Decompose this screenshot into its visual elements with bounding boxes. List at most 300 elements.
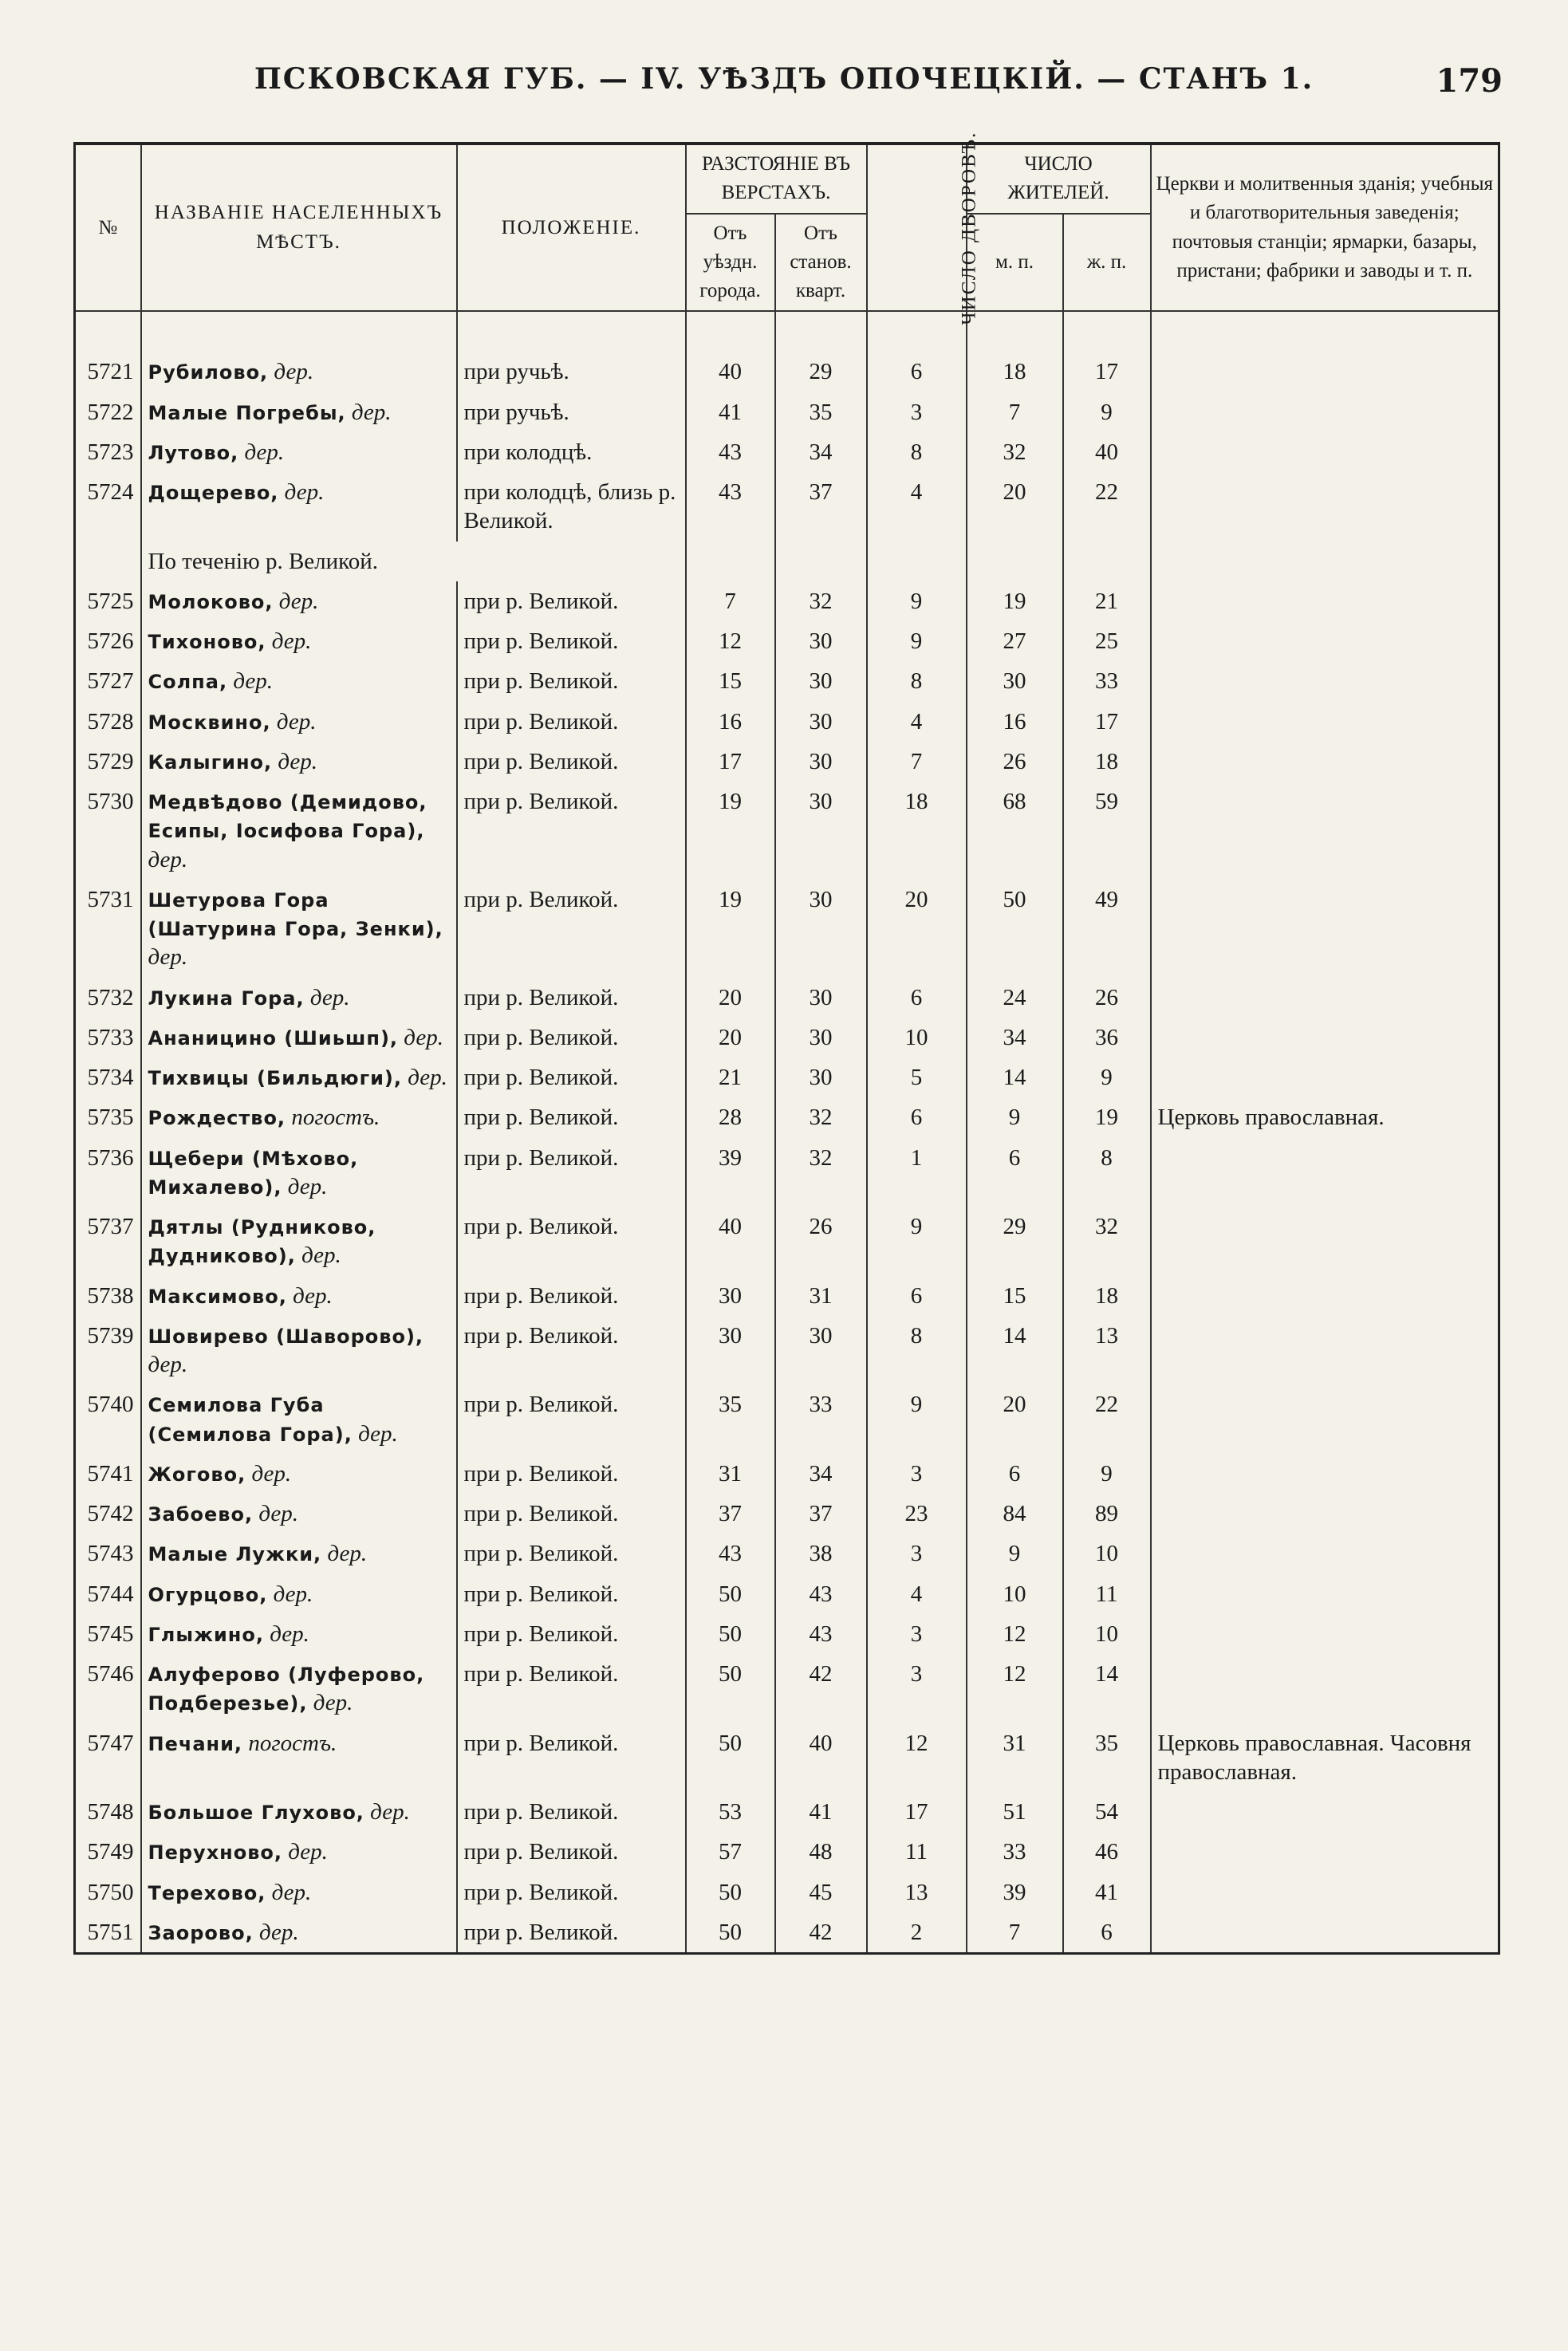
distance-uezd: 40 <box>686 1207 775 1276</box>
female-count: 18 <box>1063 1276 1151 1316</box>
position-cell: при р. Великой. <box>457 978 686 1018</box>
place-type: погостъ. <box>248 1730 337 1756</box>
page-title: ПСКОВСКАЯ ГУБ. — IV. УѢЗДЪ ОПОЧЕЦКІЙ. — СТАНЪ 1. <box>254 62 1314 96</box>
distance-stan: 42 <box>775 1654 867 1723</box>
row-number: 5735 <box>75 1097 141 1137</box>
table-row <box>75 472 1499 541</box>
female-count: 54 <box>1063 1792 1151 1832</box>
row-number: 5748 <box>75 1792 141 1832</box>
row-number: 5726 <box>75 621 141 661</box>
households-count: 3 <box>867 1614 967 1654</box>
households-count: 5 <box>867 1057 967 1097</box>
female-count: 13 <box>1063 1316 1151 1385</box>
table-row <box>75 1316 1499 1385</box>
position-cell: при р. Великой. <box>457 1654 686 1723</box>
place-type: дер. <box>284 479 325 505</box>
place-cell <box>141 1207 457 1276</box>
male-count: 19 <box>967 581 1063 621</box>
distance-stan: 33 <box>775 1384 867 1454</box>
distance-uezd: 12 <box>686 621 775 661</box>
male-count: 10 <box>967 1574 1063 1614</box>
table-header <box>75 131 1499 325</box>
place-type: дер. <box>273 1581 313 1607</box>
position-cell: при р. Великой. <box>457 581 686 621</box>
place-cell <box>141 978 457 1018</box>
female-count: 25 <box>1063 621 1151 661</box>
position-cell: при р. Великой. <box>457 661 686 701</box>
remarks-cell <box>1151 1057 1499 1097</box>
households-count: 2 <box>867 1912 967 1954</box>
male-count: 20 <box>967 472 1063 541</box>
position-cell: при р. Великой. <box>457 1454 686 1494</box>
remarks-cell <box>1151 782 1499 880</box>
place-cell <box>141 1138 457 1207</box>
table-row <box>75 392 1499 432</box>
remarks-cell: Церковь православная. Часовня православная. <box>1151 1723 1499 1793</box>
female-count: 11 <box>1063 1574 1151 1614</box>
households-count: 9 <box>867 1384 967 1454</box>
distance-uezd: 15 <box>686 661 775 701</box>
male-count: 14 <box>967 1316 1063 1385</box>
position-cell: при р. Великой. <box>457 742 686 782</box>
table-row <box>75 1384 1499 1454</box>
place-name: Дятлы (Рудниково, Дудниково), <box>148 1216 376 1268</box>
households-count: 1 <box>867 1138 967 1207</box>
place-type: дер. <box>309 984 350 1010</box>
female-count: 14 <box>1063 1654 1151 1723</box>
table-row <box>75 1723 1499 1793</box>
row-number: 5741 <box>75 1454 141 1494</box>
remarks-cell <box>1151 1574 1499 1614</box>
female-count: 33 <box>1063 661 1151 701</box>
position-cell: при р. Великой. <box>457 1574 686 1614</box>
male-count: 68 <box>967 782 1063 880</box>
male-count: 50 <box>967 880 1063 978</box>
place-name: Большое Глухово, <box>148 1802 364 1824</box>
row-number: 5751 <box>75 1912 141 1954</box>
male-count: 30 <box>967 661 1063 701</box>
row-number: 5729 <box>75 742 141 782</box>
row-number: 5724 <box>75 472 141 541</box>
distance-stan: 38 <box>775 1534 867 1573</box>
male-count: 7 <box>967 1912 1063 1954</box>
table-row <box>75 1832 1499 1872</box>
distance-stan: 30 <box>775 742 867 782</box>
distance-uezd: 17 <box>686 742 775 782</box>
col-female-header: ж. п. <box>1063 214 1151 312</box>
place-name: Лукина Гора, <box>148 986 305 1010</box>
row-number: 5736 <box>75 1138 141 1207</box>
table-row <box>75 581 1499 621</box>
distance-stan: 29 <box>775 352 867 392</box>
table-row <box>75 1792 1499 1832</box>
female-count: 32 <box>1063 1207 1151 1276</box>
table-row <box>75 621 1499 661</box>
row-number: 5725 <box>75 581 141 621</box>
section-heading-row <box>75 541 1499 581</box>
place-cell <box>141 1912 457 1954</box>
table-row <box>75 1534 1499 1573</box>
households-count: 3 <box>867 392 967 432</box>
female-count: 10 <box>1063 1614 1151 1654</box>
distance-uezd: 43 <box>686 1534 775 1573</box>
female-count: 46 <box>1063 1832 1151 1872</box>
col-position-header: ПОЛОЖЕНІЕ. <box>457 144 686 311</box>
place-cell <box>141 1873 457 1912</box>
place-name: Солпа, <box>148 671 228 694</box>
position-cell: при колодцѣ. <box>457 432 686 472</box>
place-name: Дощерево, <box>148 482 279 504</box>
place-type: дер. <box>148 1352 188 1377</box>
households-count: 3 <box>867 1454 967 1494</box>
place-name: Шетурова Гора (Шатурина Гора, Зенки), <box>148 888 443 940</box>
female-count: 26 <box>1063 978 1151 1018</box>
place-name: Заорово, <box>148 1921 254 1944</box>
distance-stan: 48 <box>775 1832 867 1872</box>
male-count: 14 <box>967 1057 1063 1097</box>
place-name: Рождество, <box>148 1107 286 1130</box>
place-type: погостъ. <box>291 1105 380 1131</box>
place-name: Малые Лужки, <box>148 1543 322 1566</box>
male-count: 27 <box>967 621 1063 661</box>
position-cell: при ручьѣ. <box>457 392 686 432</box>
position-cell: при р. Великой. <box>457 1018 686 1057</box>
row-number: 5740 <box>75 1384 141 1454</box>
remarks-cell <box>1151 392 1499 432</box>
place-cell <box>141 1384 457 1454</box>
distance-uezd: 37 <box>686 1494 775 1534</box>
place-type: дер. <box>258 1501 298 1526</box>
remarks-cell <box>1151 1494 1499 1534</box>
place-name: Молоково, <box>148 590 274 613</box>
male-count: 34 <box>967 1018 1063 1057</box>
distance-stan: 30 <box>775 782 867 880</box>
place-name: Щебери (Мѣхово, Михалево), <box>148 1147 359 1199</box>
place-type: дер. <box>278 748 318 774</box>
row-number: 5750 <box>75 1873 141 1912</box>
male-count: 24 <box>967 978 1063 1018</box>
place-name: Максимово, <box>148 1285 287 1308</box>
row-number: 5738 <box>75 1276 141 1316</box>
page-number: 179 <box>1436 62 1503 100</box>
place-type: дер. <box>274 359 314 385</box>
remarks-cell <box>1151 661 1499 701</box>
households-count: 9 <box>867 581 967 621</box>
place-name: Перухново, <box>148 1841 283 1865</box>
households-count: 8 <box>867 661 967 701</box>
place-name: Калыгино, <box>148 750 273 774</box>
distance-stan: 30 <box>775 1057 867 1097</box>
male-count: 7 <box>967 392 1063 432</box>
place-name: Глыжино, <box>148 1623 264 1646</box>
table-row <box>75 1018 1499 1057</box>
table-row <box>75 880 1499 978</box>
position-cell: при р. Великой. <box>457 1207 686 1276</box>
row-number: 5731 <box>75 880 141 978</box>
households-count: 11 <box>867 1832 967 1872</box>
col-dist-stan-header: Отъ станов. кварт. <box>775 214 867 312</box>
distance-uezd: 19 <box>686 880 775 978</box>
table-row <box>75 661 1499 701</box>
male-count: 12 <box>967 1654 1063 1723</box>
households-count: 10 <box>867 1018 967 1057</box>
female-count: 17 <box>1063 702 1151 742</box>
remarks-cell <box>1151 581 1499 621</box>
place-name: Тихоново, <box>148 631 266 653</box>
distance-uezd: 43 <box>686 472 775 541</box>
place-type: дер. <box>327 1541 368 1567</box>
table-row <box>75 432 1499 472</box>
households-count: 3 <box>867 1534 967 1573</box>
position-cell: при р. Великой. <box>457 1832 686 1872</box>
female-count: 10 <box>1063 1534 1151 1573</box>
distance-stan: 35 <box>775 392 867 432</box>
distance-uezd: 20 <box>686 1018 775 1057</box>
distance-uezd: 21 <box>686 1057 775 1097</box>
female-count: 9 <box>1063 1454 1151 1494</box>
male-count: 26 <box>967 742 1063 782</box>
place-cell <box>141 1832 457 1872</box>
position-cell: при р. Великой. <box>457 1792 686 1832</box>
distance-stan: 26 <box>775 1207 867 1276</box>
male-count: 39 <box>967 1873 1063 1912</box>
place-cell <box>141 581 457 621</box>
place-cell <box>141 702 457 742</box>
distance-stan: 34 <box>775 1454 867 1494</box>
households-count: 23 <box>867 1494 967 1534</box>
distance-stan: 43 <box>775 1574 867 1614</box>
households-count: 4 <box>867 1574 967 1614</box>
households-count: 6 <box>867 352 967 392</box>
table-row <box>75 352 1499 392</box>
distance-uezd: 50 <box>686 1873 775 1912</box>
position-cell: при р. Великой. <box>457 1384 686 1454</box>
distance-uezd: 30 <box>686 1316 775 1385</box>
male-count: 29 <box>967 1207 1063 1276</box>
place-type: дер. <box>270 1620 309 1647</box>
distance-stan: 30 <box>775 661 867 701</box>
remarks-cell: Церковь православная. <box>1151 1097 1499 1137</box>
place-name: Печани, <box>148 1732 243 1755</box>
table-row <box>75 1138 1499 1207</box>
distance-stan: 30 <box>775 880 867 978</box>
col-dist-uezd-header: Отъ уѣздн. города. <box>686 214 775 312</box>
distance-stan: 37 <box>775 472 867 541</box>
female-count: 22 <box>1063 1384 1151 1454</box>
position-cell: при р. Великой. <box>457 1534 686 1573</box>
place-type: дер. <box>258 1919 299 1945</box>
row-number: 5728 <box>75 702 141 742</box>
male-count: 15 <box>967 1276 1063 1316</box>
distance-stan: 31 <box>775 1276 867 1316</box>
place-type: дер. <box>233 668 273 695</box>
distance-uezd: 53 <box>686 1792 775 1832</box>
distance-uezd: 16 <box>686 702 775 742</box>
place-type: дер. <box>288 1839 328 1865</box>
place-name: Рубилово, <box>148 361 269 384</box>
position-cell: при р. Великой. <box>457 1912 686 1954</box>
col-remarks-header: Церкви и молитвенныя зданія; учебныя и благотворительныя заведенія; почтовыя станціи; ярмарки, базары, пристани; фабрики и заводы и т. п. <box>1151 144 1499 311</box>
table-row <box>75 1654 1499 1723</box>
male-count: 6 <box>967 1454 1063 1494</box>
row-number: 5737 <box>75 1207 141 1276</box>
distance-stan: 34 <box>775 432 867 472</box>
male-count: 6 <box>967 1138 1063 1207</box>
remarks-cell <box>1151 1276 1499 1316</box>
households-count: 8 <box>867 432 967 472</box>
male-count: 84 <box>967 1494 1063 1534</box>
distance-uezd: 20 <box>686 978 775 1018</box>
remarks-cell <box>1151 432 1499 472</box>
place-cell <box>141 352 457 392</box>
households-count: 18 <box>867 782 967 880</box>
place-type: дер. <box>244 439 285 465</box>
households-count: 7 <box>867 742 967 782</box>
distance-uezd: 35 <box>686 1384 775 1454</box>
table-row <box>75 1276 1499 1316</box>
position-cell: при р. Великой. <box>457 621 686 661</box>
male-count: 31 <box>967 1723 1063 1793</box>
table-body-b <box>75 581 1499 1954</box>
place-cell <box>141 1097 457 1137</box>
census-table <box>73 131 1500 1955</box>
households-count: 4 <box>867 702 967 742</box>
remarks-cell <box>1151 1454 1499 1494</box>
remarks-cell <box>1151 352 1499 392</box>
remarks-cell <box>1151 1534 1499 1573</box>
col-number-header: № <box>75 144 141 311</box>
row-number: 5721 <box>75 352 141 392</box>
row-number: 5730 <box>75 782 141 880</box>
female-count: 40 <box>1063 432 1151 472</box>
distance-stan: 30 <box>775 702 867 742</box>
distance-uezd: 50 <box>686 1912 775 1954</box>
households-count: 12 <box>867 1723 967 1793</box>
position-cell: при р. Великой. <box>457 1138 686 1207</box>
female-count: 35 <box>1063 1723 1151 1793</box>
place-name: Москвино, <box>148 711 271 734</box>
female-count: 9 <box>1063 1057 1151 1097</box>
table-row <box>75 1574 1499 1614</box>
households-count: 6 <box>867 1276 967 1316</box>
place-type: дер. <box>370 1799 410 1825</box>
position-cell: при р. Великой. <box>457 1873 686 1912</box>
distance-stan: 30 <box>775 1316 867 1385</box>
position-cell: при р. Великой. <box>457 1723 686 1793</box>
table-row <box>75 742 1499 782</box>
table-body-a <box>75 311 1499 541</box>
male-count: 32 <box>967 432 1063 472</box>
place-type: дер. <box>276 708 317 734</box>
place-name: Тихвицы (Бильдюги), <box>148 1067 403 1089</box>
remarks-cell <box>1151 1614 1499 1654</box>
place-cell <box>141 1723 457 1793</box>
position-cell: при ручьѣ. <box>457 352 686 392</box>
distance-uezd: 19 <box>686 782 775 880</box>
place-type: дер. <box>271 628 312 654</box>
row-number: 5739 <box>75 1316 141 1385</box>
place-cell <box>141 782 457 880</box>
households-count: 6 <box>867 978 967 1018</box>
place-type: дер. <box>313 1690 353 1716</box>
households-count: 20 <box>867 880 967 978</box>
section-heading: По теченію р. Великой. <box>141 541 686 581</box>
place-name: Малые Погребы, <box>148 401 346 424</box>
place-cell <box>141 1316 457 1385</box>
row-number: 5745 <box>75 1614 141 1654</box>
place-name: Огурцово, <box>148 1583 268 1606</box>
position-cell: при р. Великой. <box>457 1276 686 1316</box>
distance-stan: 32 <box>775 1138 867 1207</box>
place-name: Жогово, <box>148 1463 246 1486</box>
distance-stan: 45 <box>775 1873 867 1912</box>
table-row <box>75 1097 1499 1137</box>
male-count: 16 <box>967 702 1063 742</box>
distance-stan: 30 <box>775 1018 867 1057</box>
place-cell <box>141 1792 457 1832</box>
households-count: 4 <box>867 472 967 541</box>
female-count: 36 <box>1063 1018 1151 1057</box>
remarks-cell <box>1151 1912 1499 1954</box>
place-type: дер. <box>351 399 392 425</box>
female-count: 22 <box>1063 472 1151 541</box>
place-name: Ананицино (Шиьшп), <box>148 1026 399 1049</box>
place-name: Лутово, <box>148 441 239 464</box>
households-count: 8 <box>867 1316 967 1385</box>
place-cell <box>141 1454 457 1494</box>
place-type: дер. <box>148 846 188 872</box>
row-number: 5733 <box>75 1018 141 1057</box>
households-count: 9 <box>867 621 967 661</box>
table-row <box>75 1873 1499 1912</box>
distance-uezd: 30 <box>686 1276 775 1316</box>
distance-uezd: 50 <box>686 1654 775 1723</box>
row-number: 5747 <box>75 1723 141 1793</box>
households-count: 6 <box>867 1097 967 1137</box>
distance-uezd: 41 <box>686 392 775 432</box>
remarks-cell <box>1151 1138 1499 1207</box>
female-count: 6 <box>1063 1912 1151 1954</box>
row-number: 5743 <box>75 1534 141 1573</box>
place-type: дер. <box>358 1420 398 1447</box>
remarks-cell <box>1151 1316 1499 1385</box>
male-count: 51 <box>967 1792 1063 1832</box>
place-name: Шовирево (Шаворово), <box>148 1325 424 1348</box>
position-cell: при р. Великой. <box>457 880 686 978</box>
row-number: 5723 <box>75 432 141 472</box>
distance-stan: 40 <box>775 1723 867 1793</box>
distance-uezd: 43 <box>686 432 775 472</box>
female-count: 9 <box>1063 392 1151 432</box>
distance-stan: 30 <box>775 621 867 661</box>
distance-stan: 32 <box>775 581 867 621</box>
col-distance-header: РАЗСТОЯНІЕ ВЪ ВЕРСТАХЪ. <box>686 144 867 214</box>
table-row <box>75 978 1499 1018</box>
running-head <box>0 62 1568 110</box>
row-number: 5727 <box>75 661 141 701</box>
remarks-cell <box>1151 742 1499 782</box>
female-count: 18 <box>1063 742 1151 782</box>
row-number: 5734 <box>75 1057 141 1097</box>
distance-uezd: 57 <box>686 1832 775 1872</box>
place-cell <box>141 1276 457 1316</box>
place-type: дер. <box>301 1242 341 1269</box>
table-row <box>75 1494 1499 1534</box>
row-number: 5732 <box>75 978 141 1018</box>
position-cell: при р. Великой. <box>457 1614 686 1654</box>
table-row <box>75 1207 1499 1276</box>
remarks-cell <box>1151 880 1499 978</box>
